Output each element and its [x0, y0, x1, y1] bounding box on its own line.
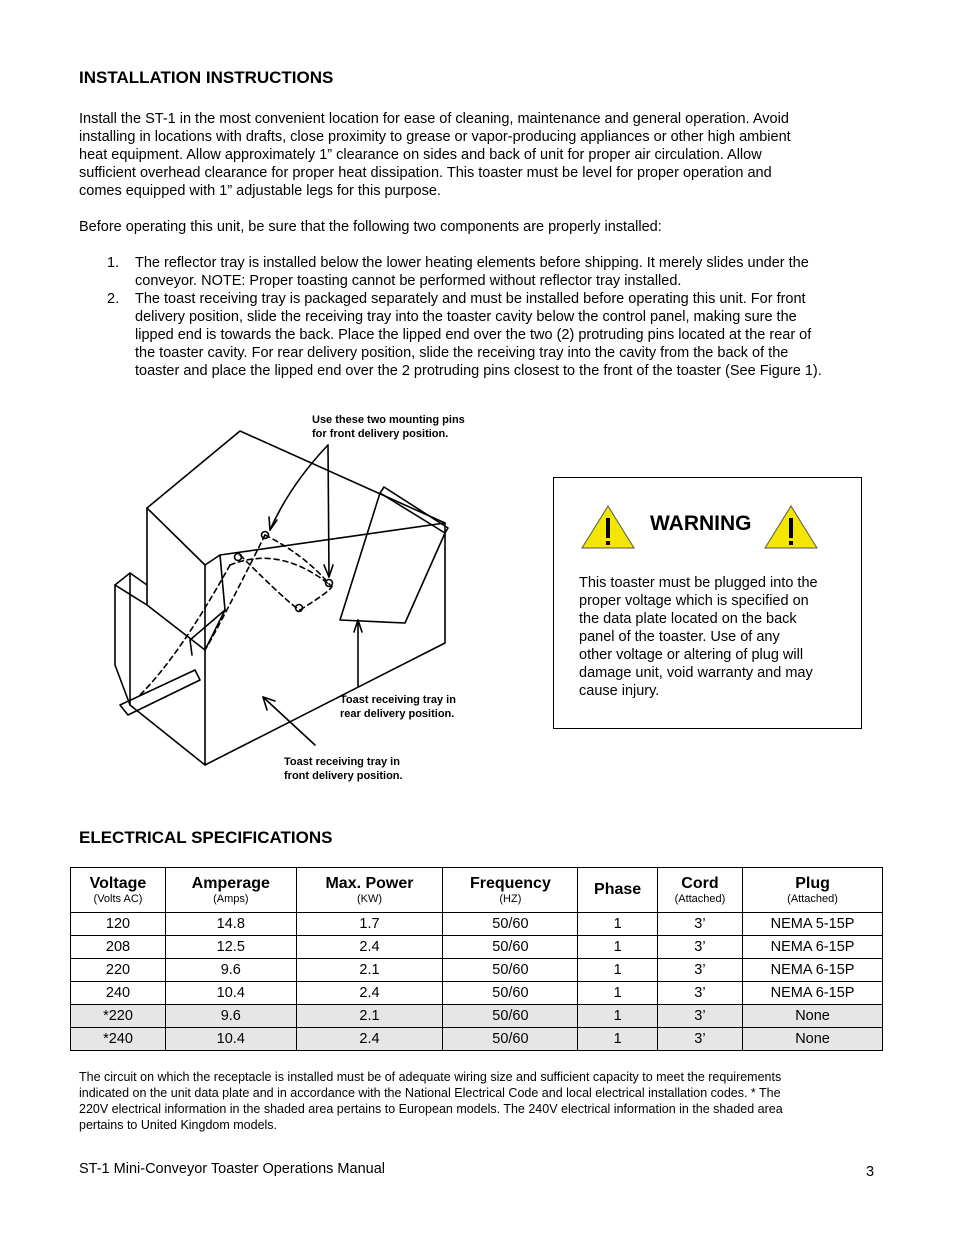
- column-label: Plug: [795, 874, 830, 892]
- table-cell: 2.4: [296, 936, 443, 959]
- list-item: [79, 290, 879, 380]
- table-cell: 1.7: [296, 913, 443, 936]
- table-cell: 208: [71, 936, 166, 959]
- paragraph-line: comes equipped with 1” adjustable legs for this purpose.: [79, 183, 441, 199]
- table-cell: 2.1: [296, 1005, 443, 1028]
- column-header: [657, 868, 742, 913]
- table-cell: 50/60: [443, 1028, 578, 1051]
- table-cell: 3’: [657, 1028, 742, 1051]
- column-label: Frequency: [469, 874, 551, 892]
- column-header: [296, 868, 443, 913]
- figure-caption-pins: [312, 413, 465, 441]
- table-cell: 50/60: [443, 1005, 578, 1028]
- electrical-heading: ELECTRICAL SPECIFICATIONS: [79, 828, 333, 847]
- table-cell: 1: [578, 959, 657, 982]
- table-row: [71, 959, 883, 982]
- column-header: [443, 868, 578, 913]
- note-line: The circuit on which the receptacle is installed must be of adequate wiring size and sufficient capacity to meet the requirements: [79, 1070, 782, 1084]
- components-intro: Before operating this unit, be sure that the following two components are properly installed:: [79, 219, 662, 235]
- table-row: [71, 936, 883, 959]
- warning-triangle-icon: [580, 504, 636, 550]
- note-line: 220V electrical information in the shaded area pertains to European models. The 240V electrical information in the shaded area: [79, 1102, 783, 1116]
- electrical-note: [79, 1069, 889, 1133]
- figure-caption-rear: [340, 693, 456, 721]
- table-cell: NEMA 5-15P: [743, 913, 883, 936]
- table-cell: None: [743, 1005, 883, 1028]
- column-header: [71, 868, 166, 913]
- warning-line: damage unit, void warranty and may: [579, 665, 813, 681]
- table-row: [71, 982, 883, 1005]
- table-cell: 50/60: [443, 913, 578, 936]
- warning-text: [579, 574, 844, 700]
- table-cell: 120: [71, 913, 166, 936]
- installation-paragraph: [79, 110, 879, 200]
- table-cell: 2.4: [296, 1028, 443, 1051]
- table-cell: 3’: [657, 936, 742, 959]
- warning-box: [553, 477, 862, 729]
- warning-line: cause injury.: [579, 683, 660, 699]
- column-unit: (Attached): [787, 892, 838, 905]
- warning-line: This toaster must be plugged into the: [579, 575, 818, 591]
- installation-steps: [79, 254, 879, 380]
- step-line: conveyor. NOTE: Proper toasting cannot be performed without reflector tray installed.: [135, 273, 682, 289]
- column-header: [165, 868, 296, 913]
- column-unit: (HZ): [499, 892, 522, 905]
- warning-line: the data plate located on the back: [579, 611, 797, 627]
- caption-line: Use these two mounting pins: [312, 414, 465, 426]
- table-cell: 9.6: [165, 959, 296, 982]
- table-cell: *220: [71, 1005, 166, 1028]
- note-line: indicated on the unit data plate and in accordance with the National Electrical Code and local electrical installation codes. * The: [79, 1086, 781, 1100]
- column-header: [743, 868, 883, 913]
- table-cell: NEMA 6-15P: [743, 936, 883, 959]
- toaster-figure: [100, 405, 500, 800]
- table-cell: 2.4: [296, 982, 443, 1005]
- table-cell: 50/60: [443, 982, 578, 1005]
- column-label: Cord: [681, 874, 719, 892]
- table-cell: 10.4: [165, 1028, 296, 1051]
- column-unit: (Amps): [213, 892, 249, 905]
- table-cell: 3’: [657, 1005, 742, 1028]
- step-number: 2.: [107, 291, 120, 307]
- table-cell: 9.6: [165, 1005, 296, 1028]
- caption-line: Toast receiving tray in: [284, 756, 400, 768]
- table-cell: 240: [71, 982, 166, 1005]
- table-cell: 1: [578, 982, 657, 1005]
- warning-line: proper voltage which is specified on: [579, 593, 809, 609]
- step-number: 1.: [107, 255, 120, 271]
- column-label: Voltage: [89, 874, 147, 892]
- step-line: lipped end is towards the back. Place the lipped end over the two (2) protruding pins located at the rear of: [135, 327, 812, 343]
- table-row: [71, 913, 883, 936]
- table-cell: 1: [578, 1005, 657, 1028]
- table-cell: 3’: [657, 959, 742, 982]
- toaster-drawing: [100, 405, 500, 800]
- table-cell: 3’: [657, 982, 742, 1005]
- table-cell: NEMA 6-15P: [743, 982, 883, 1005]
- caption-line: for front delivery position.: [312, 428, 449, 440]
- table-cell: 50/60: [443, 936, 578, 959]
- table-cell: 10.4: [165, 982, 296, 1005]
- column-unit: (Volts AC): [93, 892, 143, 905]
- warning-line: other voltage or altering of plug will: [579, 647, 804, 663]
- figure-caption-front: [284, 755, 403, 783]
- column-unit: (KW): [356, 892, 383, 905]
- table-cell: None: [743, 1028, 883, 1051]
- warning-triangle-icon: [763, 504, 819, 550]
- note-line: pertains to United Kingdom models.: [79, 1118, 278, 1132]
- table-cell: 1: [578, 1028, 657, 1051]
- table-cell: 3’: [657, 913, 742, 936]
- caption-line: front delivery position.: [284, 770, 403, 782]
- warning-title: WARNING: [650, 512, 752, 535]
- table-cell: 220: [71, 959, 166, 982]
- table-header-row: [71, 868, 883, 913]
- list-item: [79, 254, 879, 290]
- footer-title: ST-1 Mini-Conveyor Toaster Operations Manual: [79, 1161, 385, 1177]
- table-row-shaded: [71, 1005, 883, 1028]
- step-line: the toaster cavity. For rear delivery position, slide the receiving tray into the cavity from the back of the: [135, 345, 789, 361]
- caption-line: Toast receiving tray in: [340, 694, 456, 706]
- table-cell: 14.8: [165, 913, 296, 936]
- table-cell: 1: [578, 936, 657, 959]
- paragraph-line: Install the ST-1 in the most convenient location for ease of cleaning, maintenance and general operation. Avoid: [79, 111, 789, 127]
- table-cell: NEMA 6-15P: [743, 959, 883, 982]
- step-line: toaster and place the lipped end over the 2 protruding pins closest to the front of the toaster (See Figure 1).: [135, 363, 822, 379]
- table-cell: *240: [71, 1028, 166, 1051]
- electrical-specs-table: [70, 867, 883, 1051]
- table-cell: 12.5: [165, 936, 296, 959]
- table-row-shaded: [71, 1028, 883, 1051]
- caption-line: rear delivery position.: [340, 708, 455, 720]
- column-unit: (Attached): [674, 892, 726, 905]
- table-cell: 1: [578, 913, 657, 936]
- column-label: Amperage: [191, 874, 270, 892]
- table-cell: 2.1: [296, 959, 443, 982]
- column-label: Phase: [594, 881, 642, 898]
- step-line: delivery position, slide the receiving tray into the toaster cavity below the control panel, making sure the: [135, 309, 797, 325]
- column-header: [578, 868, 657, 913]
- table-cell: 50/60: [443, 959, 578, 982]
- page-number: 3: [866, 1164, 875, 1180]
- step-line: The toast receiving tray is packaged separately and must be installed before operating this unit. For front: [135, 291, 806, 307]
- paragraph-line: sufficient overhead clearance for proper heat dissipation. This toaster must be level for proper operation and: [79, 165, 772, 181]
- column-label: Max. Power: [325, 874, 414, 892]
- installation-heading: INSTALLATION INSTRUCTIONS: [79, 68, 334, 87]
- warning-line: panel of the toaster. Use of any: [579, 629, 780, 645]
- paragraph-line: installing in locations with drafts, close proximity to grease or vapor-producing appliances or other high ambient: [79, 129, 791, 145]
- step-line: The reflector tray is installed below the lower heating elements before shipping. It merely slides under the: [135, 255, 809, 271]
- paragraph-line: heat equipment. Allow approximately 1” clearance on sides and back of unit for proper air circulation. Allow: [79, 147, 762, 163]
